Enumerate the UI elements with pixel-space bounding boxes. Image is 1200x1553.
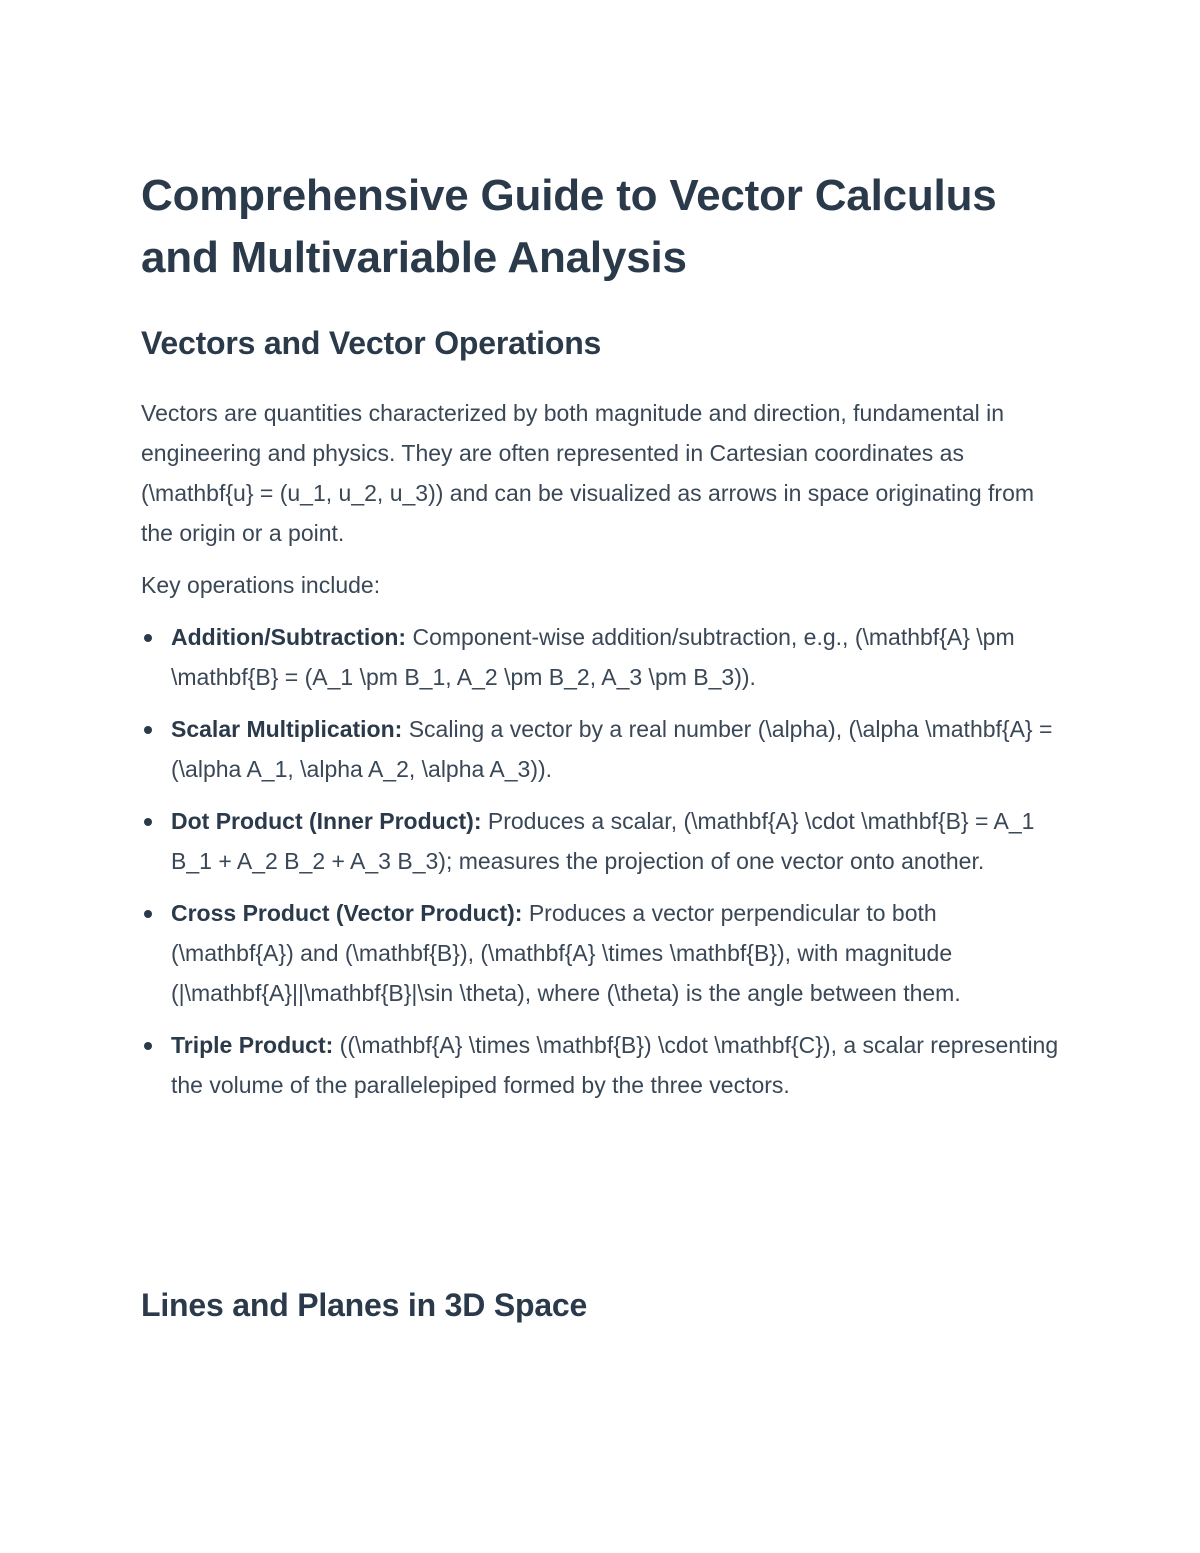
key-operations-lead: Key operations include: bbox=[141, 572, 381, 598]
list-item bbox=[141, 801, 1061, 881]
list-item-text: Component-wise addition/subtraction, e.g., (\mathbf{A} \pm \mathbf{B} = (A_1 \pm B_1, A_2 \pm B_2, A_3 \pm B_3)). bbox=[171, 624, 1015, 690]
bullet-icon bbox=[144, 818, 152, 826]
list-item-term: Triple Product: bbox=[171, 1032, 334, 1058]
operations-list bbox=[141, 617, 1061, 1105]
section-heading-vectors: Vectors and Vector Operations bbox=[141, 325, 602, 361]
list-item-text: Produces a vector perpendicular to both (\mathbf{A}) and (\mathbf{B}), (\mathbf{A} \times \mathbf{B}), with magnitude (|\mathbf{A}||\mathbf{B}|\sin \theta), where (\theta) is the angle between them. bbox=[171, 900, 961, 1006]
list-item-term: Dot Product (Inner Product): bbox=[171, 808, 482, 834]
list-item-term: Scalar Multiplication: bbox=[171, 716, 403, 742]
bullet-icon bbox=[144, 1042, 152, 1050]
list-item bbox=[141, 617, 1061, 697]
document-title: Comprehensive Guide to Vector Calculus and Multivariable Analysis bbox=[141, 171, 997, 282]
section-intro-paragraph: Vectors are quantities characterized by both magnitude and direction, fundamental in engineering and physics. They are often represented in Cartesian coordinates as (\mathbf{u} = (u_1, u_2, u_3)) and can be visualized as arrows in space originating from the origin or a point. bbox=[141, 400, 1035, 546]
list-item-text: Scaling a vector by a real number (\alpha), (\alpha \mathbf{A} = (\alpha A_1, \alpha A_2, \alpha A_3)). bbox=[171, 716, 1053, 782]
bullet-icon bbox=[144, 634, 152, 642]
list-item-term: Addition/Subtraction: bbox=[171, 624, 407, 650]
bullet-icon bbox=[144, 910, 152, 918]
bullet-icon bbox=[144, 726, 152, 734]
list-item bbox=[141, 893, 1061, 1013]
list-item-text: Produces a scalar, (\mathbf{A} \cdot \mathbf{B} = A_1 B_1 + A_2 B_2 + A_3 B_3); measures the projection of one vector onto another. bbox=[171, 808, 1035, 874]
document-page bbox=[141, 165, 1061, 1323]
list-item-text: ((\mathbf{A} \times \mathbf{B}) \cdot \mathbf{C}), a scalar representing the volume of the parallelepiped formed by the three vectors. bbox=[171, 1032, 1059, 1098]
list-item bbox=[141, 709, 1061, 789]
section-heading-lines-planes: Lines and Planes in 3D Space bbox=[141, 1287, 588, 1323]
list-item-term: Cross Product (Vector Product): bbox=[171, 900, 523, 926]
list-item bbox=[141, 1025, 1061, 1105]
